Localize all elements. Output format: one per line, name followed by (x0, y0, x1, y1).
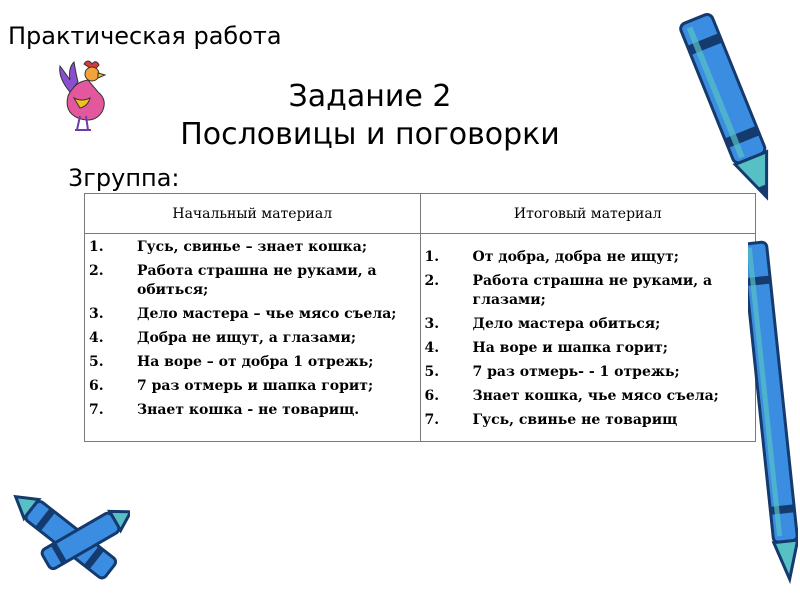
item-text: На воре и шапка горит; (472, 340, 668, 356)
item-number: 4. (424, 340, 440, 356)
crayon-icon (0, 480, 130, 598)
item-text: От добра, добра не ищут; (472, 249, 679, 265)
group-label: 3группа: (68, 164, 180, 192)
item-number: 3. (89, 306, 104, 322)
list-item (425, 387, 750, 406)
table-header-row (85, 194, 756, 234)
initial-list (85, 234, 420, 431)
list-item (89, 353, 414, 372)
list-item (425, 339, 750, 358)
item-number: 6. (424, 388, 440, 404)
item-text: Знает кошка, чье мясо съела; (472, 388, 719, 404)
list-item (425, 248, 750, 267)
item-number: 7. (89, 402, 104, 418)
item-text: Знает кошка - не товарищ. (137, 402, 360, 418)
list-item (425, 411, 750, 430)
item-text: Дело мастера – чье мясо съела; (137, 306, 397, 322)
item-number: 3. (424, 316, 440, 332)
item-number: 2. (89, 263, 104, 279)
list-item (89, 329, 414, 348)
list-item (89, 305, 414, 324)
item-number: 7. (424, 412, 440, 428)
list-item (425, 315, 750, 334)
crayon-icon (748, 236, 798, 586)
slide-heading (150, 78, 590, 154)
crayon-icon (676, 4, 786, 214)
list-item (425, 272, 750, 310)
heading-line-2: Пословицы и поговорки (180, 117, 560, 152)
header-final: Итоговый материал (420, 194, 756, 234)
final-material-cell (420, 234, 756, 442)
list-item (89, 238, 414, 257)
initial-material-cell (85, 234, 421, 442)
header-initial: Начальный материал (85, 194, 421, 234)
item-number: 5. (424, 364, 440, 380)
item-number: 6. (89, 378, 104, 394)
item-text: Дело мастера обиться; (472, 316, 661, 332)
slide-subtitle: Практическая работа (8, 22, 282, 50)
item-text: Гусь, свинье не товарищ (472, 412, 678, 428)
list-item (89, 262, 414, 300)
item-text: 7 раз отмерь- - 1 отрежь; (472, 364, 680, 380)
rooster-icon (54, 58, 120, 138)
item-text: Гусь, свинье – знает кошка; (137, 239, 367, 255)
item-number: 2. (424, 273, 440, 289)
list-item (89, 401, 414, 420)
item-number: 5. (89, 354, 104, 370)
item-text: 7 раз отмерь и шапка горит; (137, 378, 374, 394)
proverbs-table (84, 193, 756, 442)
item-number: 1. (89, 239, 104, 255)
list-item (425, 363, 750, 382)
item-text: Работа страшна не руками, а обиться; (137, 263, 377, 298)
table-body-row (85, 234, 756, 442)
item-text: Работа страшна не руками, а глазами; (472, 273, 713, 308)
list-item (89, 377, 414, 396)
item-text: Добра не ищут, а глазами; (137, 330, 356, 346)
item-number: 1. (424, 249, 440, 265)
item-number: 4. (89, 330, 104, 346)
item-text: На воре – от добра 1 отрежь; (137, 354, 374, 370)
heading-line-1: Задание 2 (288, 79, 452, 114)
final-list (421, 234, 756, 441)
